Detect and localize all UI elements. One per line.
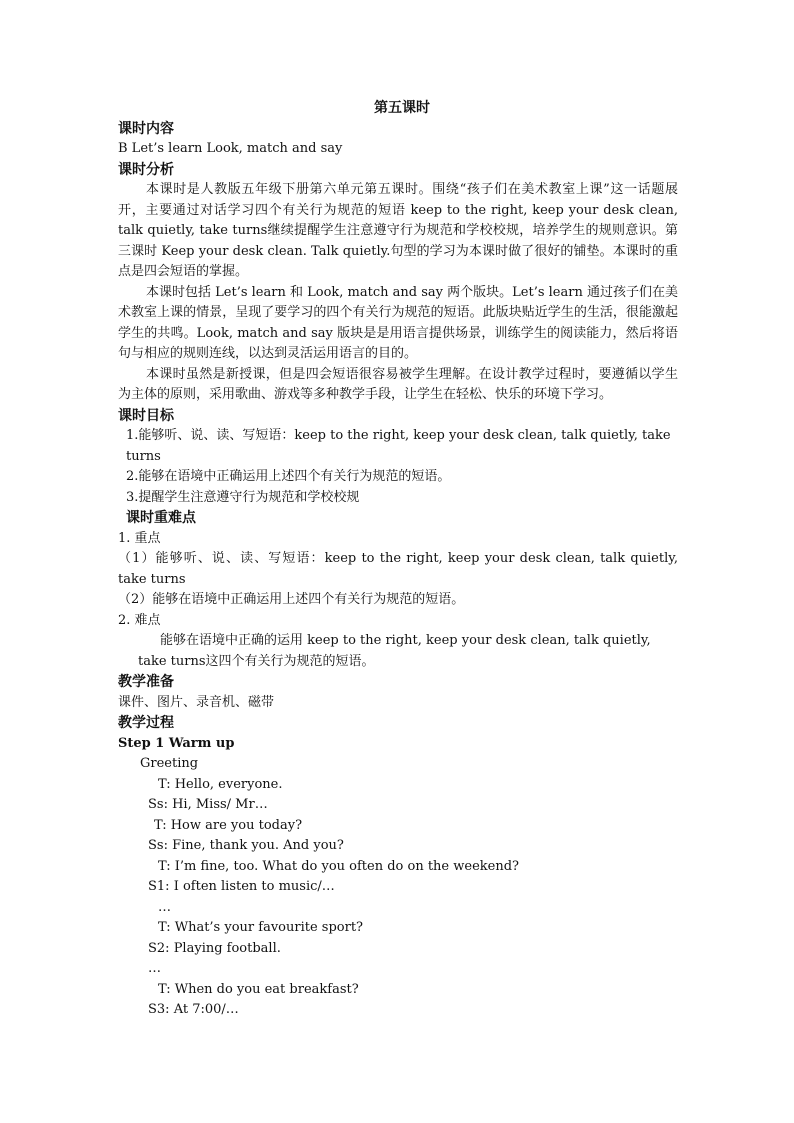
goal-item: 3.提醒学生注意遵守行为规范和学校校规: [126, 489, 360, 505]
analysis-paragraph: 本课时是人教版五年级下册第六单元第五课时。围绕“孩子们在美术教室上课”这一话题展开，主要通过对话学习四个有关行为规范的短语 keep to the right, keep your desk clean, talk quietly, take turns继续提醒学生注意遵守行为规范和学校校规，培养学生的规则意识。第三课时 Keep your desk clean. Talk quietly.句型的学习为本课时做了很好的铺垫。本课时的重点是四会短语的掌握。: [118, 182, 678, 279]
dialogue-line: S2: Playing football.: [148, 940, 281, 956]
greeting-label: Greeting: [140, 756, 199, 771]
dialogue-line: …: [148, 961, 161, 976]
dialogue-line: Ss: Hi, Miss/ Mr…: [148, 797, 268, 812]
analysis-paragraph: 本课时包括 Let’s learn 和 Look, match and say 两个版块。Let’s learn 通过孩子们在美术教室上课的情景，呈现了要学习的四个有关行为规范的短语。此版块贴近学生的生活，很能激起学生的共鸣。Look, match and say 版块是是用语言提供场景，训练学生的阅读能力，然后将语句与相应的规则连线，以达到灵活运用语言的目的。: [118, 284, 678, 361]
goal-item: 1.能够听、说、读、写短语：keep to the right, keep your desk clean, talk quietly, take turns: [126, 428, 671, 464]
difficult-label: 2. 难点: [118, 612, 161, 628]
section-heading-analysis: 课时分析: [118, 161, 174, 178]
dialogue-line: …: [158, 899, 171, 915]
prep-text: 课件、图片、录音机、磁带: [118, 694, 275, 710]
document-body: [118, 98, 678, 1021]
dialogue-line: S1: I often listen to music/…: [148, 879, 335, 894]
page-title: 第五课时: [374, 100, 430, 116]
key-item: （2）能够在语境中正确运用上述四个有关行为规范的短语。: [118, 592, 465, 607]
dialogue-line: Ss: Fine, thank you. And you?: [148, 838, 344, 853]
section-heading-keypoints: 课时重难点: [126, 510, 196, 526]
content-text: B Let’s learn Look, match and say: [118, 141, 343, 156]
dialogue-line: T: Hello, everyone.: [158, 776, 283, 792]
step-heading: Step 1 Warm up: [118, 735, 235, 751]
key-label: 1. 重点: [118, 530, 161, 546]
dialogue-line: T: How are you today?: [154, 817, 303, 833]
goal-item: 2.能够在语境中正确运用上述四个有关行为规范的短语。: [126, 469, 451, 484]
section-heading-content: 课时内容: [118, 120, 174, 137]
section-heading-goals: 课时目标: [118, 407, 174, 424]
dialogue-line: S3: At 7:00/…: [148, 1002, 239, 1017]
difficult-text: 能够在语境中正确的运用 keep to the right, keep your desk clean, talk quietly, take turns这四个有关行为规范的短语。: [138, 633, 651, 669]
section-heading-process: 教学过程: [118, 715, 174, 731]
dialogue-line: T: I’m fine, too. What do you often do on the weekend?: [158, 858, 520, 874]
dialogue-line: T: What’s your favourite sport?: [158, 920, 364, 935]
key-item: （1）能够听、说、读、写短语：keep to the right, keep your desk clean, talk quietly, take turns: [118, 551, 678, 587]
analysis-paragraph: 本课时虽然是新授课，但是四会短语很容易被学生理解。在设计教学过程时，要遵循以学生为主体的原则，采用歌曲、游戏等多种教学手段，让学生在轻松、快乐的环境下学习。: [118, 366, 678, 402]
section-heading-prep: 教学准备: [118, 674, 174, 690]
dialogue-line: T: When do you eat breakfast?: [158, 981, 359, 997]
